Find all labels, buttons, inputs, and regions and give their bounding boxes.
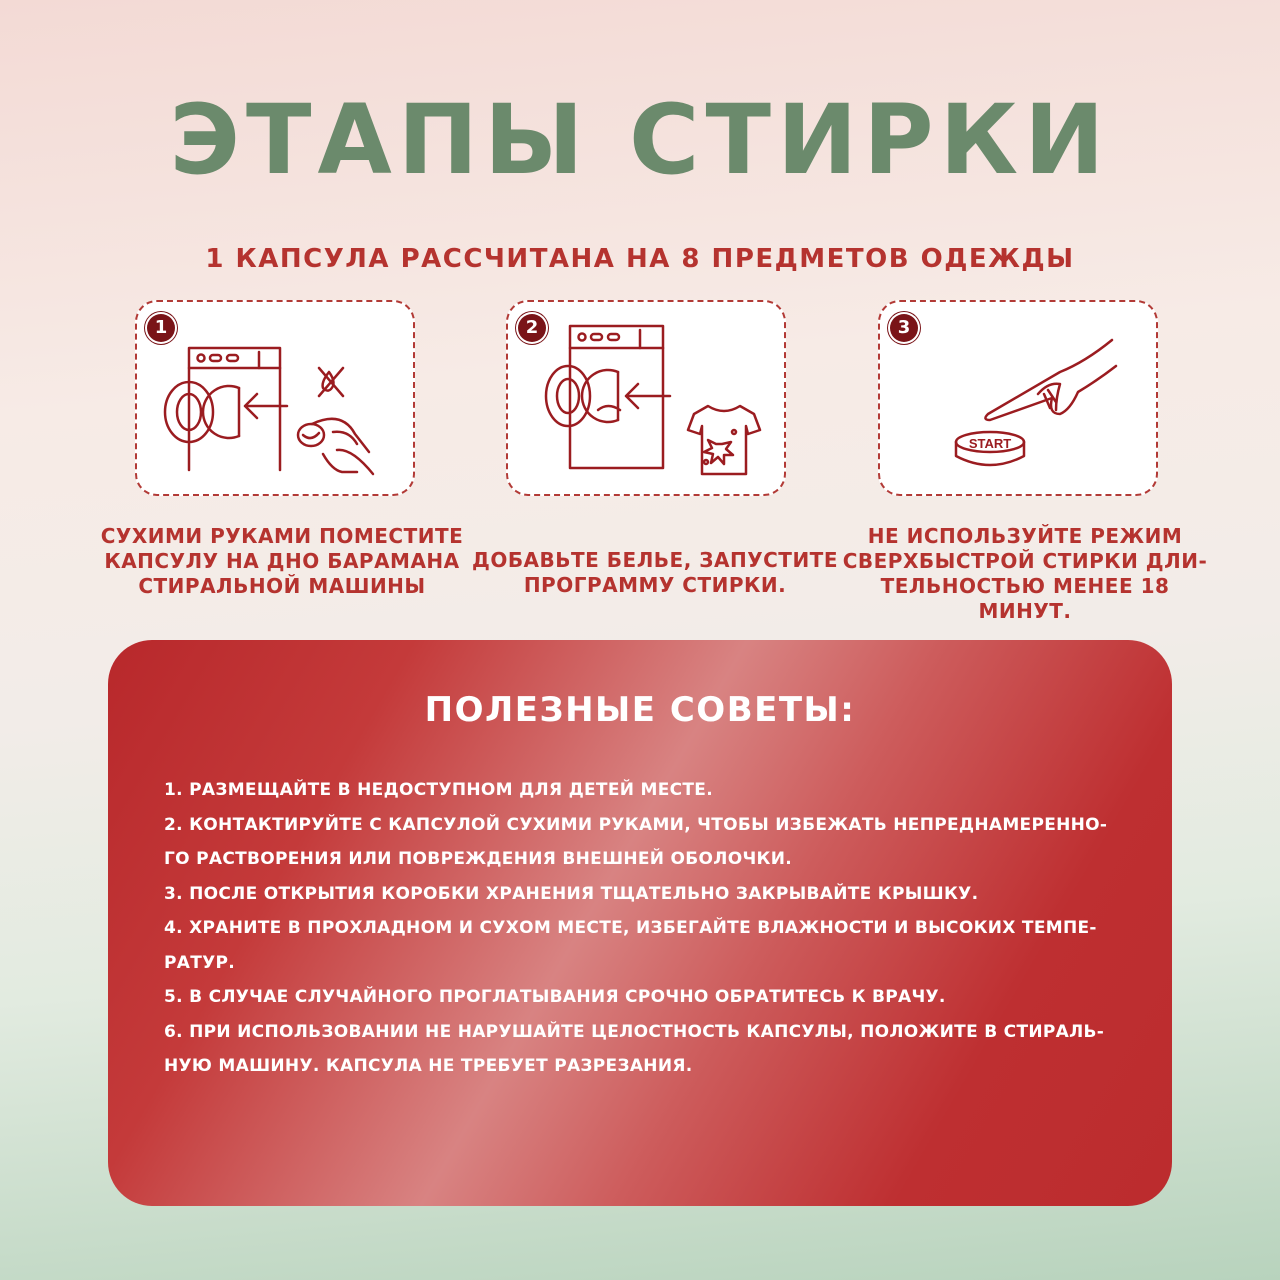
- capsule-in-hand-icon: [298, 419, 373, 474]
- step-2-text: ДОБАВЬТЕ БЕЛЬЕ, ЗАПУСТИТЕ ПРОГРАММУ СТИРКИ.: [472, 548, 838, 597]
- step-1-illustration: [137, 302, 413, 494]
- step-1-text: СУХИМИ РУКАМИ ПОМЕСТИТЕ КАПСУЛУ НА ДНО БАРАМАНА СТИРАЛЬНОЙ МАШИНЫ: [100, 524, 464, 598]
- step-3-text: НЕ ИСПОЛЬЗУЙТЕ РЕЖИМ СВЕРХБЫСТРОЙ СТИРКИ ДЛИ- ТЕЛЬНОСТЬЮ МЕНЕЕ 18 МИНУТ.: [842, 524, 1208, 623]
- page-title: ЭТАПЫ СТИРКИ: [169, 84, 1111, 196]
- tip-line: 3. ПОСЛЕ ОТКРЫТИЯ КОРОБКИ ХРАНЕНИЯ ТЩАТЕЛЬНО ЗАКРЫВАЙТЕ КРЫШКУ.: [164, 883, 979, 904]
- tips-list: [164, 773, 1134, 1084]
- step-3-illustration: [880, 302, 1156, 494]
- step-number-badge: 1: [147, 314, 175, 342]
- no-wet-hands-icon: [319, 368, 343, 396]
- tips-title: ПОЛЕЗНЫЕ СОВЕТЫ:: [424, 690, 856, 730]
- step-card-3: [878, 300, 1158, 496]
- tip-line: 2. КОНТАКТИРУЙТЕ С КАПСУЛОЙ СУХИМИ РУКАМИ, ЧТОБЫ ИЗБЕЖАТЬ НЕПРЕДНАМЕРЕННО-: [164, 814, 1108, 835]
- tip-line: ГО РАСТВОРЕНИЯ ИЛИ ПОВРЕЖДЕНИЯ ВНЕШНЕЙ ОБОЛОЧКИ.: [164, 849, 793, 869]
- step-number-badge: 2: [518, 314, 546, 342]
- start-button-icon: [956, 432, 1024, 465]
- step-card-2: [506, 300, 786, 496]
- start-button-label: START: [968, 436, 1012, 451]
- tip-line: НУЮ МАШИНУ. КАПСУЛА НЕ ТРЕБУЕТ РАЗРЕЗАНИЯ.: [164, 1056, 693, 1076]
- finger-press-icon: [985, 340, 1116, 420]
- tip-line: 5. В СЛУЧАЕ СЛУЧАЙНОГО ПРОГЛАТЫВАНИЯ СРОЧНО ОБРАТИТЕСЬ К ВРАЧУ.: [164, 987, 946, 1007]
- tip-line: 4. ХРАНИТЕ В ПРОХЛАДНОМ И СУХОМ МЕСТЕ, ИЗБЕГАЙТЕ ВЛАЖНОСТИ И ВЫСОКИХ ТЕМПЕ-: [164, 918, 1097, 938]
- tip-line: 6. ПРИ ИСПОЛЬЗОВАНИИ НЕ НАРУШАЙТЕ ЦЕЛОСТНОСТЬ КАПСУЛЫ, ПОЛОЖИТЕ В СТИРАЛЬ-: [164, 1021, 1105, 1042]
- step-card-1: [135, 300, 415, 496]
- page-subtitle: 1 КАПСУЛА РАССЧИТАНА НА 8 ПРЕДМЕТОВ ОДЕЖДЫ: [205, 244, 1075, 274]
- tshirt-icon: [688, 406, 760, 474]
- step-2-illustration: [508, 302, 784, 494]
- tips-panel: [108, 640, 1172, 1206]
- tip-line: 1. РАЗМЕЩАЙТЕ В НЕДОСТУПНОМ ДЛЯ ДЕТЕЙ МЕСТЕ.: [164, 780, 713, 800]
- step-number-badge: 3: [890, 314, 918, 342]
- washing-machine-icon: [165, 348, 280, 470]
- tip-line: РАТУР.: [164, 952, 236, 973]
